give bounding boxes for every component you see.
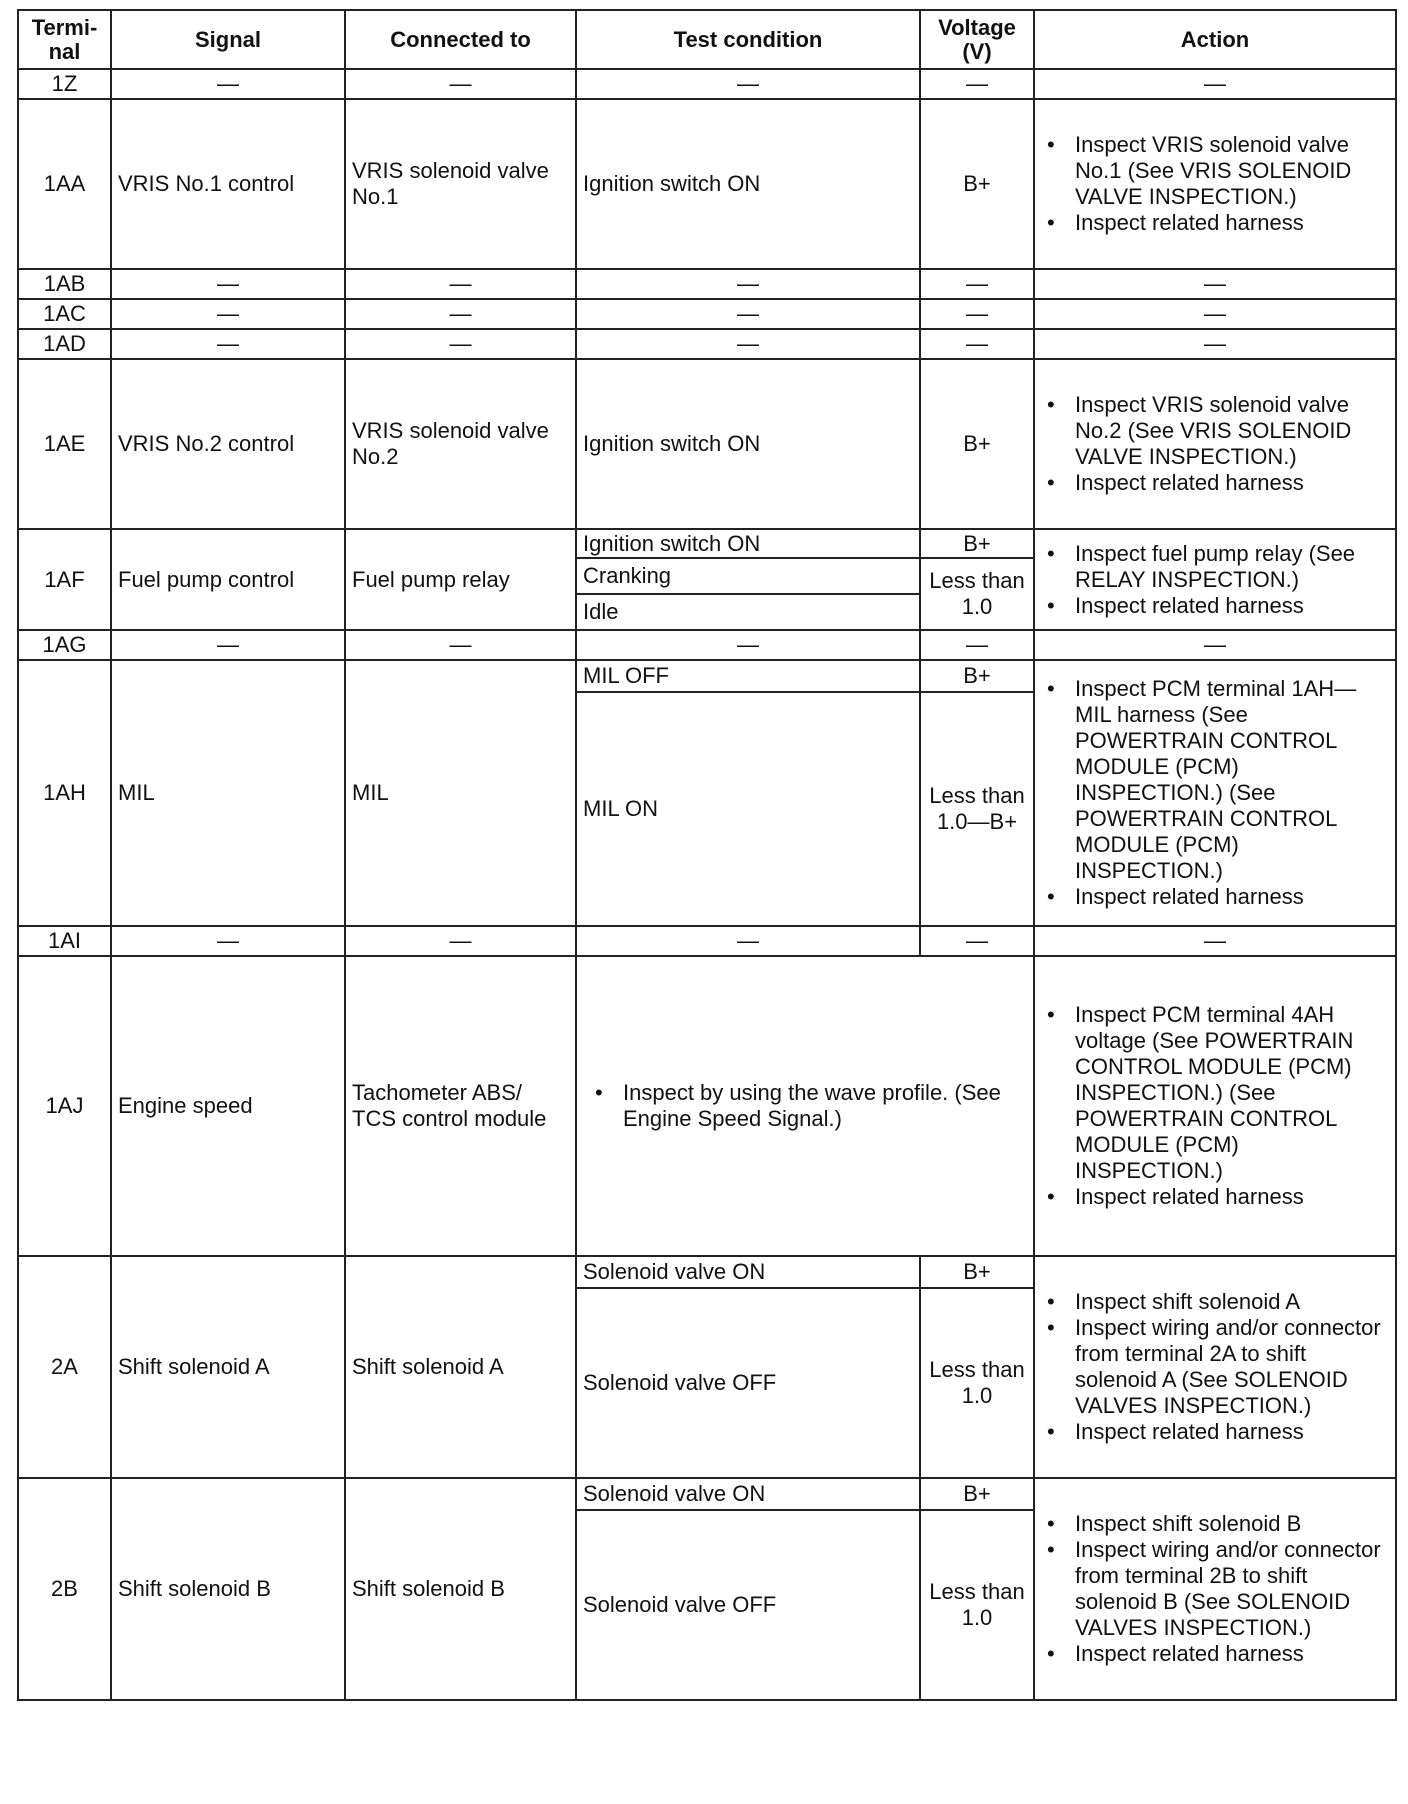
signal-cell: Shift solenoid A xyxy=(111,1256,345,1478)
action-item: • Inspect shift solenoid B xyxy=(1075,1511,1389,1537)
dash-cell: — xyxy=(920,329,1034,359)
dash-cell: — xyxy=(576,630,920,660)
connected-cell: Shift solenoid B xyxy=(345,1478,576,1700)
table-row xyxy=(18,69,1396,99)
table-row xyxy=(18,99,1396,269)
test-condition-cell: MIL OFF xyxy=(576,660,920,692)
header-test-condition: Test condition xyxy=(576,10,920,69)
action-item: • Inspect wiring and/or connector from terminal 2A to shift solenoid A (See SOLENOID VALVES INSPECTION.) xyxy=(1075,1315,1389,1419)
signal-cell: Fuel pump control xyxy=(111,529,345,630)
action-cell xyxy=(1034,99,1396,269)
test-condition-cell xyxy=(576,956,1034,1256)
table-row xyxy=(18,359,1396,529)
voltage-cell: B+ xyxy=(920,660,1034,692)
table-row xyxy=(18,1256,1396,1288)
voltage-cell: B+ xyxy=(920,529,1034,558)
header-signal: Signal xyxy=(111,10,345,69)
connected-cell: VRIS solenoid valve No.1 xyxy=(345,99,576,269)
voltage-cell: Less than 1.0 xyxy=(920,1288,1034,1478)
voltage-cell: B+ xyxy=(920,359,1034,529)
action-cell xyxy=(1034,1478,1396,1700)
dash-cell: — xyxy=(576,329,920,359)
action-item: • Inspect related harness xyxy=(1075,1184,1389,1210)
action-item: • Inspect related harness xyxy=(1075,593,1389,619)
voltage-cell: B+ xyxy=(920,1478,1034,1510)
action-item: • Inspect related harness xyxy=(1075,210,1389,236)
action-item: • Inspect VRIS solenoid valve No.2 (See VRIS SOLENOID VALVE INSPECTION.) xyxy=(1075,392,1389,470)
table-row xyxy=(18,956,1396,1256)
dash-cell: — xyxy=(111,269,345,299)
test-condition-cell: Ignition switch ON xyxy=(576,529,920,558)
dash-cell: — xyxy=(111,329,345,359)
test-condition-cell: MIL ON xyxy=(576,692,920,926)
terminal-cell: 1AI xyxy=(18,926,111,956)
dash-cell: — xyxy=(111,926,345,956)
dash-cell: — xyxy=(576,299,920,329)
dash-cell: — xyxy=(345,269,576,299)
terminal-cell: 2B xyxy=(18,1478,111,1700)
signal-cell: VRIS No.1 control xyxy=(111,99,345,269)
test-condition-cell: Solenoid valve ON xyxy=(576,1478,920,1510)
dash-cell: — xyxy=(1034,69,1396,99)
connected-cell: VRIS solenoid valve No.2 xyxy=(345,359,576,529)
terminal-cell: 1AF xyxy=(18,529,111,630)
action-cell xyxy=(1034,359,1396,529)
dash-cell: — xyxy=(1034,926,1396,956)
action-cell xyxy=(1034,660,1396,926)
voltage-cell: B+ xyxy=(920,99,1034,269)
dash-cell: — xyxy=(920,926,1034,956)
dash-cell: — xyxy=(345,69,576,99)
signal-cell: MIL xyxy=(111,660,345,926)
voltage-cell: Less than 1.0 xyxy=(920,558,1034,630)
connected-cell: Fuel pump relay xyxy=(345,529,576,630)
header-action: Action xyxy=(1034,10,1396,69)
signal-cell: Shift solenoid B xyxy=(111,1478,345,1700)
dash-cell: — xyxy=(1034,299,1396,329)
signal-cell: Engine speed xyxy=(111,956,345,1256)
terminal-cell: 1AB xyxy=(18,269,111,299)
connected-cell: MIL xyxy=(345,660,576,926)
table-row xyxy=(18,329,1396,359)
dash-cell: — xyxy=(111,69,345,99)
terminal-cell: 1AE xyxy=(18,359,111,529)
signal-cell: VRIS No.2 control xyxy=(111,359,345,529)
action-cell xyxy=(1034,529,1396,630)
dash-cell: — xyxy=(345,926,576,956)
table-row xyxy=(18,926,1396,956)
action-item: • Inspect fuel pump relay (See RELAY INSPECTION.) xyxy=(1075,541,1389,593)
test-condition-cell: Solenoid valve ON xyxy=(576,1256,920,1288)
dash-cell: — xyxy=(1034,630,1396,660)
test-condition-cell: Ignition switch ON xyxy=(576,359,920,529)
terminal-cell: 1AG xyxy=(18,630,111,660)
table-row xyxy=(18,630,1396,660)
dash-cell: — xyxy=(345,299,576,329)
dash-cell: — xyxy=(1034,329,1396,359)
terminal-cell: 1Z xyxy=(18,69,111,99)
action-item: • Inspect PCM terminal 4AH voltage (See POWERTRAIN CONTROL MODULE (PCM) INSPECTION.) (See POWERTRAIN CONTROL MODULE (PCM) INSPECTION.) xyxy=(1075,1002,1389,1184)
dash-cell: — xyxy=(576,926,920,956)
dash-cell: — xyxy=(345,329,576,359)
header-row xyxy=(18,10,1396,69)
terminal-cell: 2A xyxy=(18,1256,111,1478)
terminal-cell: 1AA xyxy=(18,99,111,269)
terminal-cell: 1AC xyxy=(18,299,111,329)
header-voltage: Voltage (V) xyxy=(920,10,1034,69)
action-item: • Inspect PCM terminal 1AH— MIL harness (See POWERTRAIN CONTROL MODULE (PCM) INSPECTION.) (See POWERTRAIN CONTROL MODULE (PCM) INSPECTION.) xyxy=(1075,676,1389,884)
voltage-cell: Less than 1.0 xyxy=(920,1510,1034,1700)
test-instruction: • Inspect by using the wave profile. (See Engine Speed Signal.) xyxy=(623,1080,1027,1132)
dash-cell: — xyxy=(1034,269,1396,299)
action-item: • Inspect related harness xyxy=(1075,1419,1389,1445)
action-item: • Inspect VRIS solenoid valve No.1 (See VRIS SOLENOID VALVE INSPECTION.) xyxy=(1075,132,1389,210)
action-cell xyxy=(1034,956,1396,1256)
voltage-cell: Less than 1.0—B+ xyxy=(920,692,1034,926)
terminal-cell: 1AJ xyxy=(18,956,111,1256)
header-terminal: Termi-nal xyxy=(18,10,111,69)
table-row xyxy=(18,299,1396,329)
table-row xyxy=(18,660,1396,692)
dash-cell: — xyxy=(920,630,1034,660)
dash-cell: — xyxy=(111,630,345,660)
action-item: • Inspect shift solenoid A xyxy=(1075,1289,1389,1315)
voltage-cell: B+ xyxy=(920,1256,1034,1288)
pcm-terminal-table xyxy=(17,9,1397,1701)
test-condition-cell: Solenoid valve OFF xyxy=(576,1510,920,1700)
dash-cell: — xyxy=(920,299,1034,329)
test-condition-cell: Ignition switch ON xyxy=(576,99,920,269)
action-item: • Inspect related harness xyxy=(1075,884,1389,910)
table-row xyxy=(18,529,1396,558)
terminal-cell: 1AH xyxy=(18,660,111,926)
dash-cell: — xyxy=(920,69,1034,99)
dash-cell: — xyxy=(576,269,920,299)
connected-cell: Shift solenoid A xyxy=(345,1256,576,1478)
connected-cell: Tachometer ABS/ TCS control module xyxy=(345,956,576,1256)
action-item: • Inspect related harness xyxy=(1075,1641,1389,1667)
header-connected: Connected to xyxy=(345,10,576,69)
action-item: • Inspect related harness xyxy=(1075,470,1389,496)
dash-cell: — xyxy=(920,269,1034,299)
test-condition-cell: Cranking xyxy=(576,558,920,594)
dash-cell: — xyxy=(345,630,576,660)
action-item: • Inspect wiring and/or connector from terminal 2B to shift solenoid B (See SOLENOID VALVES INSPECTION.) xyxy=(1075,1537,1389,1641)
terminal-cell: 1AD xyxy=(18,329,111,359)
table-row xyxy=(18,1478,1396,1510)
test-condition-cell: Idle xyxy=(576,594,920,630)
action-cell xyxy=(1034,1256,1396,1478)
dash-cell: — xyxy=(576,69,920,99)
dash-cell: — xyxy=(111,299,345,329)
table-row xyxy=(18,269,1396,299)
test-condition-cell: Solenoid valve OFF xyxy=(576,1288,920,1478)
